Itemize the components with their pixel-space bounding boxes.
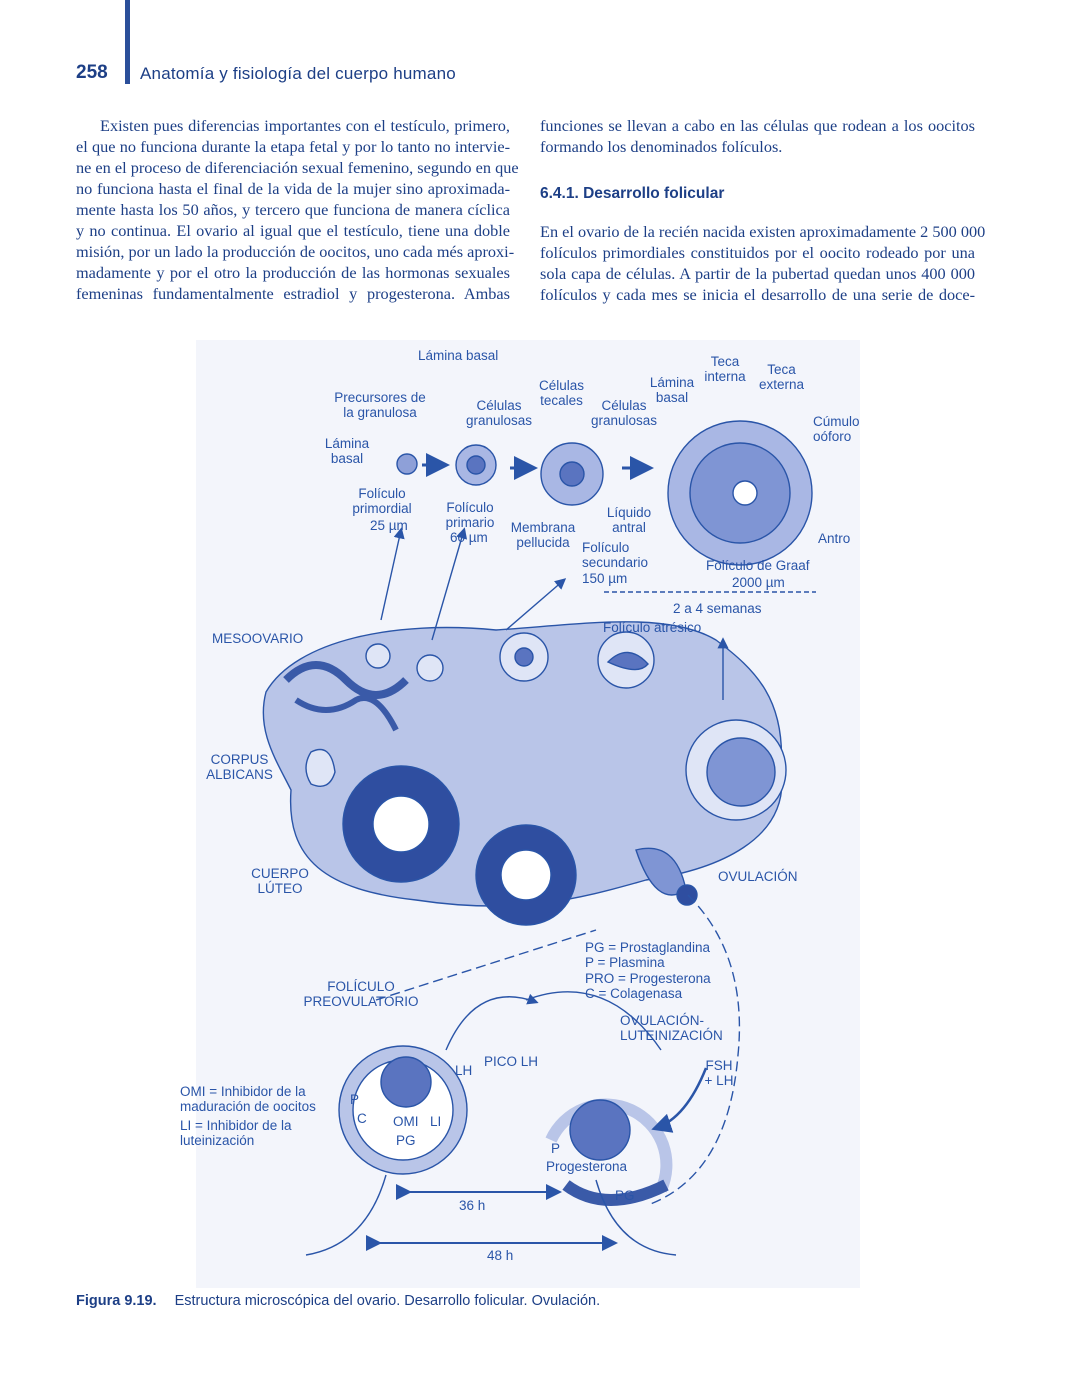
text-line: folículos y cada mes se inicia el desarrollo de una serie de doce- — [540, 285, 975, 304]
label-liquido-antral: Líquido antral — [606, 505, 652, 535]
label-corpus-albicans: CORPUS ALBICANS — [206, 752, 273, 782]
text-line: misión, por un lado la producción de oocitos, uno cada més aproxi- — [76, 242, 515, 261]
text-line: folículos primordiales constituidos por el oocito rodeado por una — [540, 243, 975, 262]
figure-caption — [76, 1293, 600, 1309]
label-precursores: Precursores de la granulosa — [334, 390, 426, 420]
label-foliculo-graaf: Folículo de Graaf — [706, 558, 810, 573]
label-teca-interna: Teca interna — [704, 354, 746, 384]
running-title: Anatomía y fisiología del cuerpo humano — [140, 64, 456, 83]
text-line: ne en el proceso de diferenciación sexual femenino, segundo en que — [76, 158, 519, 177]
label-cumulo: Cúmulo oóforo — [813, 414, 860, 444]
label-foliculo-atresico: Folículo atrésico — [603, 620, 702, 635]
right-column-text — [540, 221, 986, 305]
label-cuerpo-luteo: CUERPO LÚTEO — [251, 866, 309, 896]
text-line: Existen pues diferencias importantes con el testículo, primero, — [100, 116, 510, 135]
legend-pg: PG = Prostaglandina — [585, 940, 710, 955]
label-celulas-granulosas: Células granulosas — [465, 398, 533, 428]
label-lamina-basal: Lámina basal — [418, 348, 499, 363]
label-mesoovario: MESOOVARIO — [212, 631, 304, 646]
label-li: LI — [430, 1114, 442, 1129]
text-line: funciones se llevan a cabo en las células que rodean a los oocitos — [540, 116, 975, 135]
label-foliculo-primordial: Folículo primordial — [352, 486, 412, 516]
legend-c: C = Colagenasa — [585, 986, 683, 1001]
label-ovulacion-luteinizacion: OVULACIÓN- LUTEINIZACIÓN — [620, 1013, 723, 1043]
legend-p: P = Plasmina — [585, 955, 665, 970]
label-omi: OMI — [393, 1114, 419, 1129]
label-foliculo-secundario: Folículo secundario — [582, 540, 649, 570]
primordial-follicle — [397, 454, 417, 474]
page-number: 258 — [76, 62, 108, 83]
label-lh: LH — [455, 1063, 473, 1078]
label-progesterona: Progesterona — [546, 1159, 628, 1174]
label-graaf-size: 2000 µm — [732, 575, 785, 590]
text-line: femeninas fundamentalmente estradiol y progesterona. Ambas — [76, 284, 510, 303]
text-line: formando los denominados folículos. — [540, 137, 783, 156]
label-teca-externa: Teca externa — [758, 362, 805, 392]
label-foliculo-primario: Folículo primario — [445, 500, 495, 530]
label-primario-size: 60 µm — [450, 530, 488, 545]
label-pico-lh: PICO LH — [484, 1054, 539, 1069]
legend-omi: OMI = Inhibidor de la maduración de oocitos — [180, 1084, 316, 1114]
label-lamina-basal: Lámina basal — [649, 375, 695, 405]
label-p: P — [350, 1092, 360, 1107]
label-36h: 36 h — [459, 1198, 486, 1213]
section-heading: 6.4.1. Desarrollo folicular — [540, 185, 725, 202]
label-lamina-basal: Lámina basal — [324, 436, 370, 466]
label-secundario-size: 150 µm — [582, 571, 628, 586]
header-rule — [125, 0, 130, 84]
label-primordial-size: 25 µm — [370, 518, 408, 533]
label-antro: Antro — [818, 531, 851, 546]
label-p: P — [551, 1141, 561, 1156]
text-line: En el ovario de la recién nacida existen aproximadamente 2 500 000 — [540, 222, 986, 241]
label-pg: PG — [615, 1188, 635, 1203]
label-c: C — [357, 1111, 367, 1126]
label-ovulacion: OVULACIÓN — [718, 869, 798, 884]
text-line: el que no funciona durante la etapa fetal y por lo tanto no intervie- — [76, 137, 510, 156]
legend-li: LI = Inhibidor de la luteinización — [180, 1118, 292, 1148]
text-line: mente hasta los 50 años, y tercero que funciona de manera cíclica — [76, 200, 510, 219]
label-foliculo-preovulatorio: FOLÍCULO PREOVULATORIO — [303, 979, 419, 1009]
text-line: madamente y por el otro la producción de las hormonas sexuales — [76, 263, 510, 282]
left-column-text — [76, 115, 519, 304]
caption-label: Figura 9.19. — [76, 1293, 157, 1309]
text-line: no funciona hasta el final de la vida de la mujer sino aproximada- — [76, 179, 510, 198]
label-pg: PG — [396, 1133, 416, 1148]
label-semanas: 2 a 4 semanas — [673, 601, 762, 616]
right-column-intro — [540, 115, 975, 157]
label-fsh-lh: FSH + LH — [704, 1058, 734, 1088]
label-celulas-granulosas: Células granulosas — [590, 398, 658, 428]
label-48h: 48 h — [487, 1248, 514, 1263]
text-line: y no continua. El ovario al igual que el testículo, tiene una doble — [76, 221, 510, 240]
label-membrana-pellucida: Membrana pellucida — [510, 520, 576, 550]
ovary-figure — [180, 340, 860, 1288]
text-line: sola capa de células. A partir de la pubertad quedan unos 400 000 — [540, 264, 975, 283]
label-celulas-tecales: Células tecales — [538, 378, 585, 408]
caption-text: Estructura microscópica del ovario. Desarrollo folicular. Ovulación. — [174, 1293, 601, 1309]
legend-pro: PRO = Progesterona — [585, 971, 711, 986]
